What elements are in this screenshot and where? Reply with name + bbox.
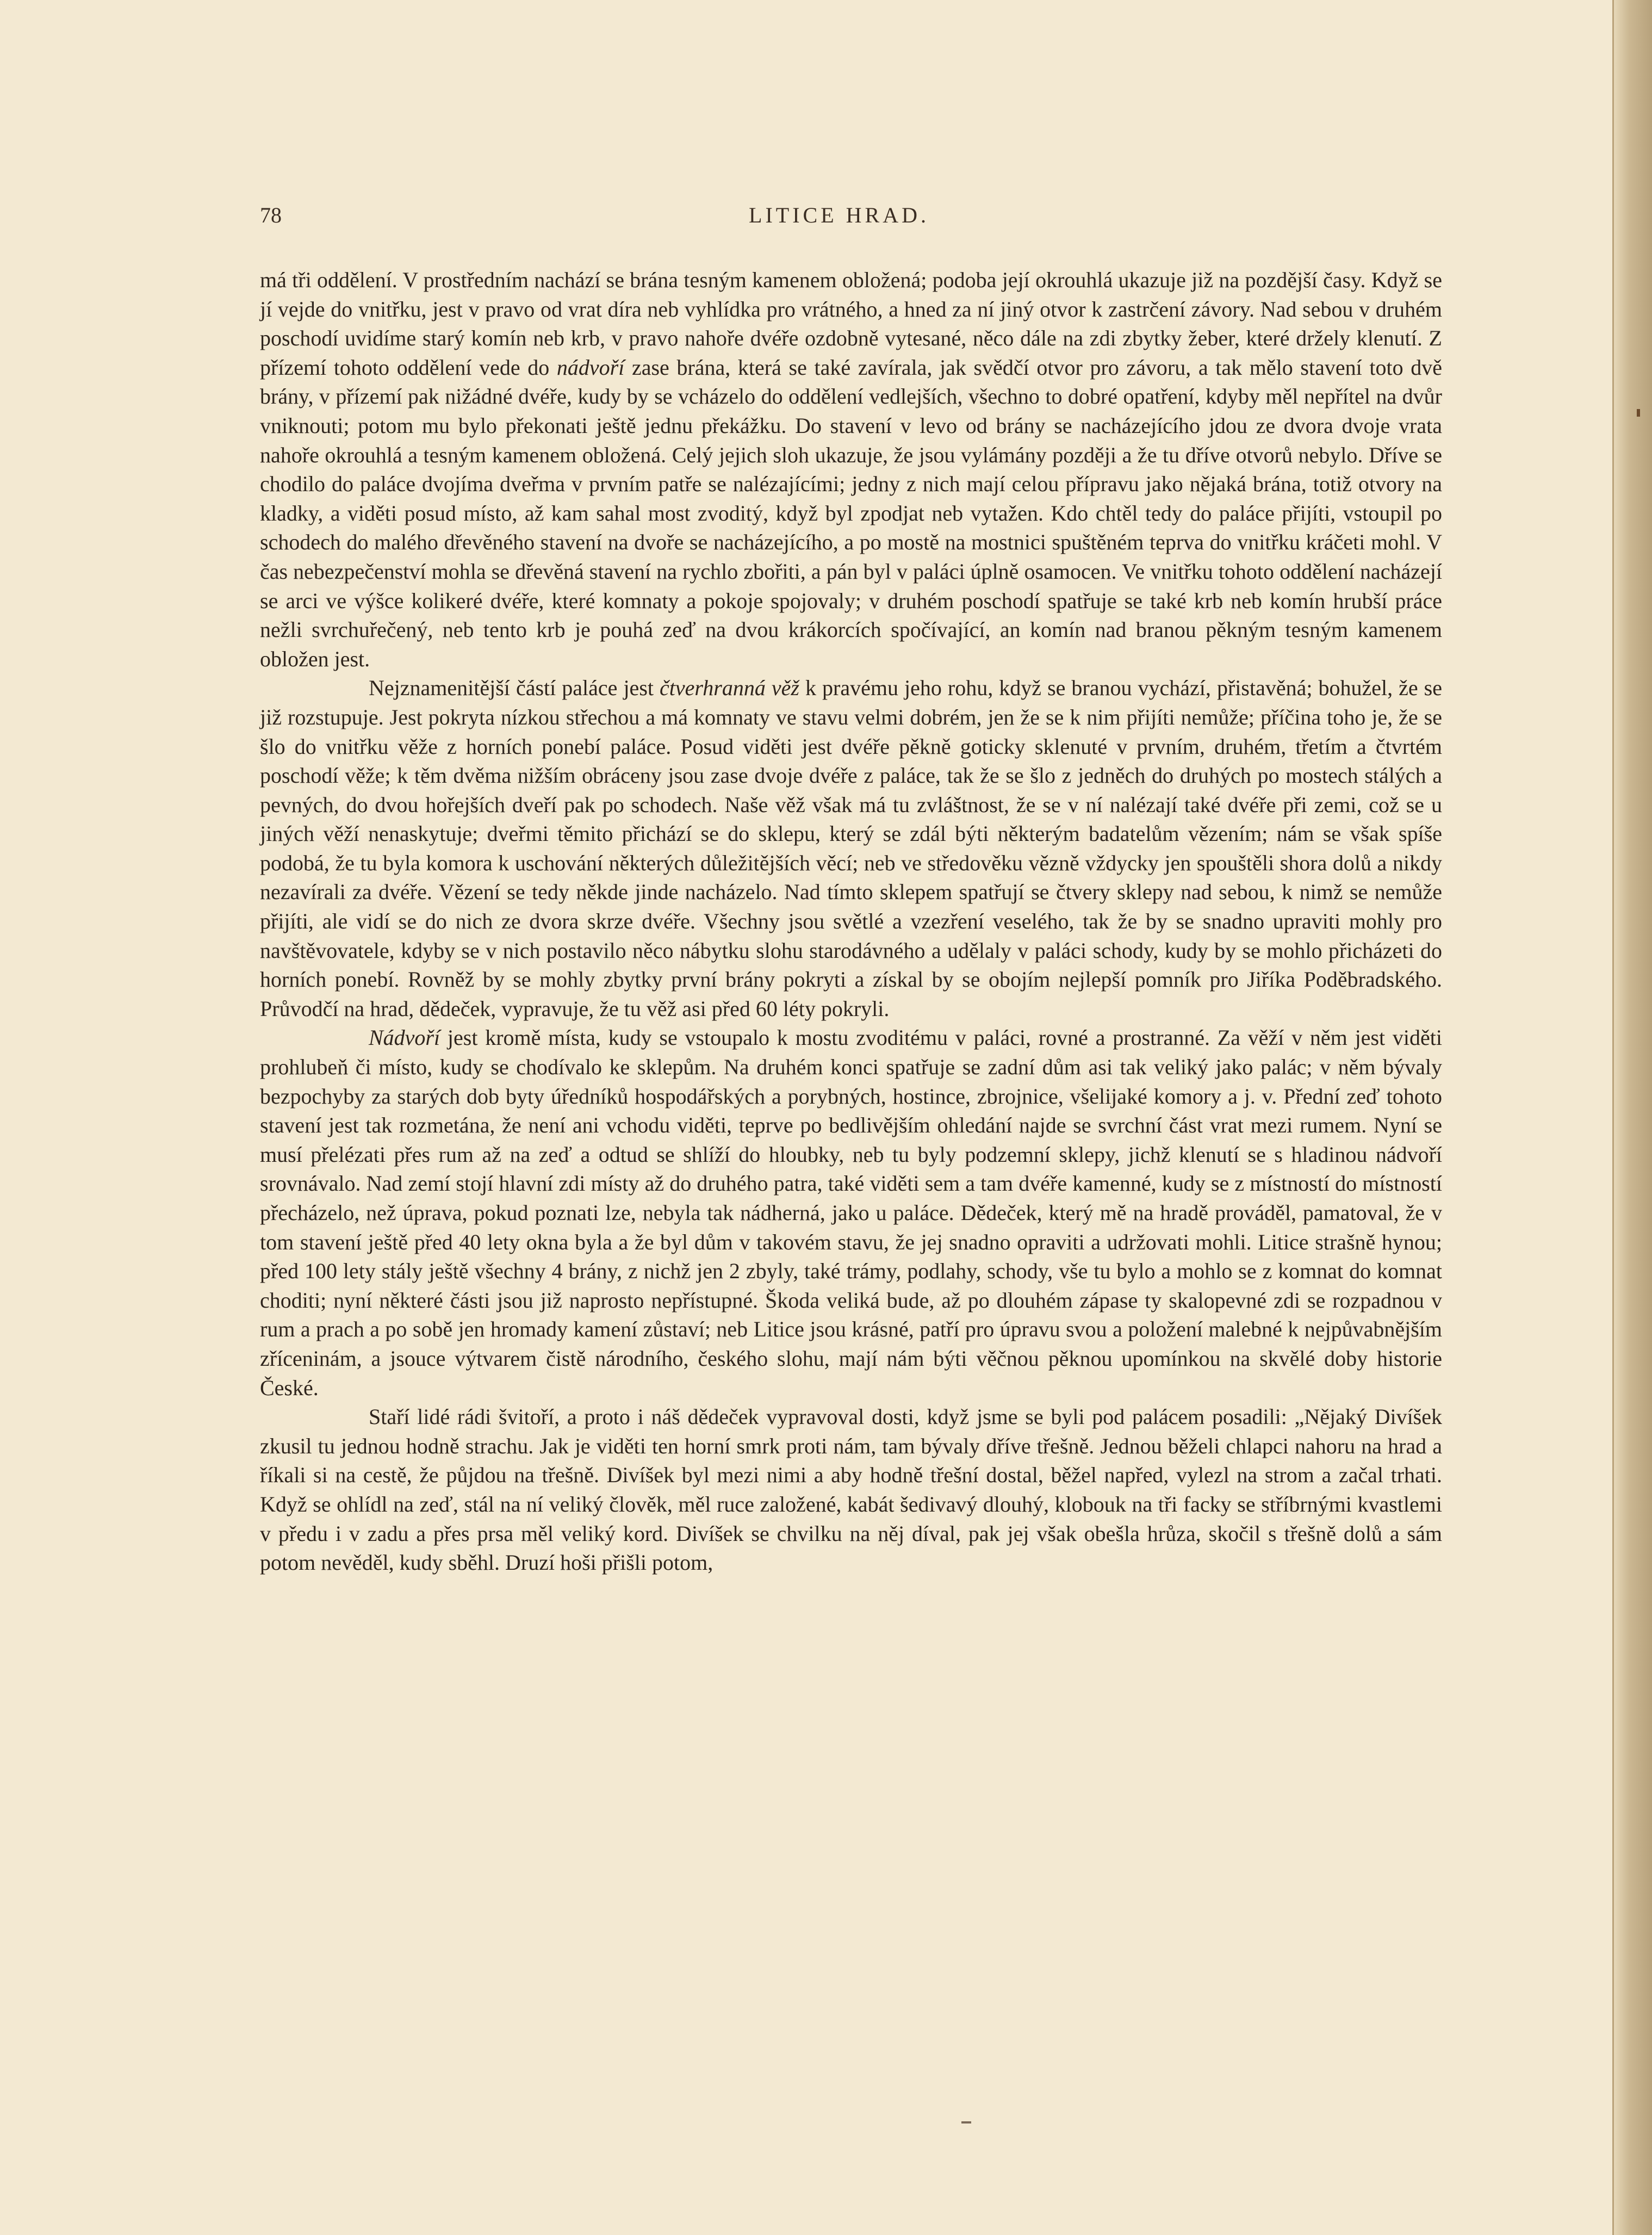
text-segment: zase brána, která se také zavírala, jak svědčí otvor pro závoru, a tak mělo stavení toto dvě brány, v přízemí pak nižádné dvéře, kudy by se vcházelo do oddělení vedlejších, všechno to dobré opatření, kdyby měl nepřítel na dvůr vniknouti; potom mu bylo překonati ještě jednu překážku. Do stavení v levo od brány se nacházejícího jdou ze dvora dvoje vrata nahoře okrouhlá a tesným kamenem obložená. Celý jejich sloh ukazuje, že jsou vylámány později a že tu dříve otvorů nebylo. Dříve se chodilo do paláce dvojíma dveřma v prvním patře se nalézajícími; jedny z nich mají celou přípravu jako nějaká brána, totiž otvory na kladky, a viděti posud místo, až kam sahal most zvoditý, když byl zpodjat neb vytažen. Kdo chtěl tedy do paláce přijíti, vstoupil po schodech do malého dřevěného stavení na dvoře se nacházejícího, a po mostě na mostnici spuštěném teprva do vnitřku kráčeti mohl. V čas nebezpečenství mohla se dřevěná stavení na rychlo zbořiti, a pán byl v paláci úplně osamocen. Ve vnitřku tohoto oddělení nacházejí se arci ve výšce kolikeré dvéře, které komnaty a pokoje spojovaly; v druhém poschodí spatřuje se také krb neb komín hrubší práce nežli svrchuřečený, neb tento krb je pouhá zeď na dvou krákorcích spočívající, an komín nad branou pěkným tesným kamenem obložen jest.	[260, 355, 1442, 671]
page-edge	[1614, 0, 1652, 2235]
text-segment: má tři oddělení. V prostředním nachází se brána tesným kamenem obložená; podoba její okrouhlá ukazuje již na pozdější časy. Když se jí vejde do vnitřku, jest v pravo od vrat díra neb vyhlídka pro vrátného, a hned za ní jiný otvor k zastrčení závory. Nad sebou v druhém poschodí uvidíme starý komín neb krb, v pravo nahoře dvéře ozdobně vytesané, něco dále na zdi zbytky žeber, které držely klenutí. Z přízemí tohoto oddělení vede do	[260, 268, 1442, 380]
italic-term: čtverhranná věž	[660, 676, 799, 701]
scan-mark	[1637, 409, 1640, 417]
paragraph	[260, 265, 1442, 673]
text-segment: k pravému jeho rohu, když se branou vychází, přistavěná; bohužel, že se již rozstupuje. Jest pokryta nízkou střechou a má komnaty ve stavu velmi dobrém, jen že se k nim přijíti nemůže; příčina toho je, že se šlo do vnitřku věže z horních ponebí paláce. Posud viděti jest dvéře pěkně goticky sklenuté v prvním, druhém, třetím a čtvrtém poschodí věže; k těm dvěma nižším obráceny jsou zase dvoje dvéře z paláce, tak že se šlo z jedněch do druhých po mostech stálých a pevných, do dvou hořejších dveří pak po schodech. Naše věž však má tu zvláštnost, že se v ní nalézají také dvéře při zemi, což se u jiných věží nenaskytuje; dveřmi těmito přichází se do sklepu, který se zdál býti některým badatelům vězením; nám se však spíše podobá, že tu byla komora k uschování některých důležitějších věcí; neb ve středověku vězně vždycky jen spouštěli shora dolů a nikdy nezavírali za dvéře. Vězení se tedy někde jinde nacházelo. Nad tímto sklepem spatřují se čtvery sklepy nad sebou, k nimž se nemůže přijíti, ale vidí se do nich ze dvora skrze dvéře. Všechny jsou světlé a vzezření veselého, tak že by se snadno upraviti mohly pro navštěvovatele, kdyby se v nich postavilo něco nábytku slohu starodávného a udělaly v paláci schody, kudy by se mohlo přicházeti do horních ponebí. Rovněž by se mohly zbytky první brány pokryti a získal by se obojím nejlepší pomník pro Jiříka Poděbradského. Průvodčí na hrad, dědeček, vypravuje, že tu věž asi před 60 léty pokryli.	[260, 676, 1443, 1021]
text-segment: Staří lidé rádi švitoří, a proto i náš dědeček vypravoval dosti, když jsme se byli pod palácem posadili: „Nějaký Divíšek zkusil tu jednou hodně strachu. Jak je viděti ten horní smrk proti nám, tam bývaly dříve třešně. Jednou běželi chlapci nahoru na hrad a říkali si na cestě, že půjdou na třešně. Divíšek byl mezi nimi a aby hodně třešní dostal, běžel napřed, vylezl na strom a začal trhati. Když se ohlídl na zeď, stál na ní veliký člověk, měl ruce založené, kabát šedivavý dlouhý, klobouk na tři facky se stříbrnými kvastlemi v předu i v zadu a přes prsa měl veliký kord. Divíšek se chvilku na něj díval, pak jej však obešla hrůza, skočil s třešně dolů a sám potom nevěděl, kudy sběhl. Druzí hoši přišli potom,	[260, 1404, 1442, 1575]
italic-term: Nádvoří	[369, 1025, 440, 1050]
running-title: LITICE HRAD.	[749, 203, 929, 227]
body-text	[260, 265, 1442, 1577]
page-header	[260, 202, 1418, 235]
paragraph	[260, 1402, 1442, 1577]
page-number: 78	[260, 203, 282, 227]
text-segment: Nejznamenitější částí paláce jest	[369, 676, 660, 701]
footer-mark	[961, 2121, 971, 2123]
italic-term: nádvoří	[556, 355, 625, 380]
paragraph	[260, 673, 1442, 1023]
text-segment: jest kromě místa, kudy se vstoupalo k mostu zvoditému v paláci, rovné a prostranné. Za věží v něm jest viděti prohlubeň či místo, kudy se chodívalo ke sklepům. Na druhém konci spatřuje se zadní dům asi tak veliký jako palác; v něm bývaly bezpochyby za starých dob byty úředníků hospodářských a porybných, hostince, zbrojnice, všelijaké komory a j. v. Přední zeď tohoto stavení jest tak rozmetána, že není ani vchodu viděti, teprve po bedlivějším ohledání najde se svrchní část vrat mezi rumem. Nyní se musí přelézati přes rum až na zeď a odtud se shlíží do hloubky, neb tu byly podzemní sklepy, jichž klenutí se s hladinou nádvoří srovnávalo. Nad zemí stojí hlavní zdi místy až do druhého patra, také viděti sem a tam dvéře kamenné, kudy se z místností do místností přecházelo, než úprava, pokud poznati lze, nebyla tak nádherná, jako u paláce. Dědeček, který mě na hradě prováděl, pamatoval, že v tom stavení ještě před 40 lety okna byla a že byl dům v takovém stavu, že jej snadno opraviti a udržovati mohli. Litice strašně hynou; před 100 lety stály ještě všechny 4 brány, z nichž jen 2 zbyly, také trámy, podlahy, schody, vše tu bylo a mohlo se z komnat do komnat choditi; nyní některé části jsou již naprosto nepřístupné. Škoda veliká bude, až po dlouhém zápase ty skalopevné zdi se rozpadnou v rum a prach a po sobě jen hromady kamení zůstaví; neb Litice jsou krásné, patří pro úpravu svou a položení malebné k nejpůvabnějším zříceninám, a jsouce výtvarem čistě národního, českého slohu, mají nám býti věčnou pěknou upomínkou na skvělé doby historie České.	[260, 1025, 1442, 1400]
paragraph	[260, 1023, 1442, 1402]
